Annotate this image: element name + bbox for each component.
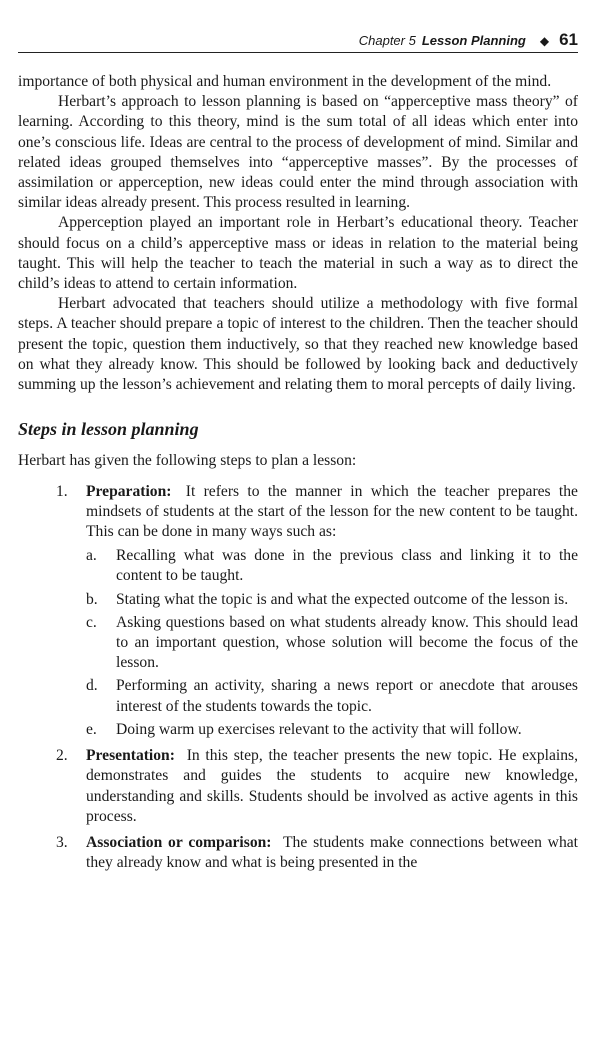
- item-letter: c.: [86, 613, 97, 631]
- step-preparation: [18, 482, 578, 740]
- section-title: Lesson Planning: [421, 33, 526, 48]
- item-text: Recalling what was done in the previous class and linking it to the content to be taught.: [116, 547, 578, 585]
- step-term: Preparation:: [86, 482, 172, 500]
- page-number: 61: [559, 30, 578, 49]
- list-item: [86, 613, 578, 674]
- item-text: Asking questions based on what students already know. This should lead to an important question, whose solution will become the focus of the lesson.: [116, 613, 578, 672]
- item-letter: b.: [86, 590, 98, 608]
- running-header: [18, 30, 578, 53]
- step-number: 3.: [56, 833, 68, 851]
- step-number: 2.: [56, 747, 68, 765]
- diamond-icon: ◆: [539, 34, 550, 48]
- list-item: [86, 546, 578, 586]
- list-item: [86, 590, 578, 610]
- step-text: In this step, the teacher presents the new topic. He explains, demonstrates and guides the students to acquire new knowledge, understanding and skills. Students should be involved as active agents in this process.: [86, 747, 578, 825]
- step-text: The students make connections between what they already know and what is being presented in the: [86, 833, 578, 872]
- paragraph-continued: importance of both physical and human environment in the development of the mind.: [18, 73, 552, 90]
- paragraph-herbart-approach: Herbart’s approach to lesson planning is based on “apperceptive mass theory” of learning. According to this theory, mind is the sum total of all ideas which enter into one’s conscious life. Ideas are central to the process of development of mind. Similar and related ideas grouped themselves into “apperceptive masses”. By the processes of assimilation or apperception, new ideas could enter the mind through association with similar ideas already present. This process resulted in learning.: [18, 93, 578, 212]
- chapter-label: Chapter 5: [358, 33, 416, 48]
- page-body: [18, 72, 578, 879]
- list-item: [86, 676, 578, 716]
- step-association: [18, 833, 578, 873]
- step-presentation: [18, 746, 578, 827]
- steps-list: [18, 482, 578, 874]
- paragraph-methodology: Herbart advocated that teachers should utilize a methodology with five formal steps. A teacher should prepare a topic of interest to the children. Then the teacher should present the topic, question them inductively, so that they reached new knowledge based on what they already know. This should be followed by looking back and deductively summing up the lesson’s achievement and relating them to moral percepts of daily living.: [18, 295, 578, 394]
- sub-list: [86, 546, 578, 740]
- item-text: Doing warm up exercises relevant to the activity that will follow.: [116, 720, 522, 738]
- section-intro: Herbart has given the following steps to plan a lesson:: [18, 452, 357, 470]
- list-item: [86, 720, 578, 740]
- step-term: Presentation:: [86, 747, 175, 765]
- step-term: Association or comparison:: [86, 833, 272, 851]
- item-letter: a.: [86, 547, 97, 565]
- step-text: It refers to the manner in which the teacher prepares the mindsets of students at the start of the lesson for the new content to be taught. This can be done in many ways such as:: [86, 482, 578, 541]
- paragraph-apperception: Apperception played an important role in Herbart’s educational theory. Teacher should focus on a child’s apperceptive mass or ideas in relation to the material being taught. This will help the teacher to teach the material in such a way as to direct the child’s ideas to attend to certain information.: [18, 214, 578, 293]
- item-text: Performing an activity, sharing a news report or anecdote that arouses interest of the students towards the topic.: [116, 677, 578, 715]
- item-letter: d.: [86, 677, 98, 695]
- item-letter: e.: [86, 720, 97, 738]
- item-text: Stating what the topic is and what the expected outcome of the lesson is.: [116, 590, 569, 608]
- section-heading: Steps in lesson planning: [18, 419, 199, 440]
- step-number: 1.: [56, 482, 68, 500]
